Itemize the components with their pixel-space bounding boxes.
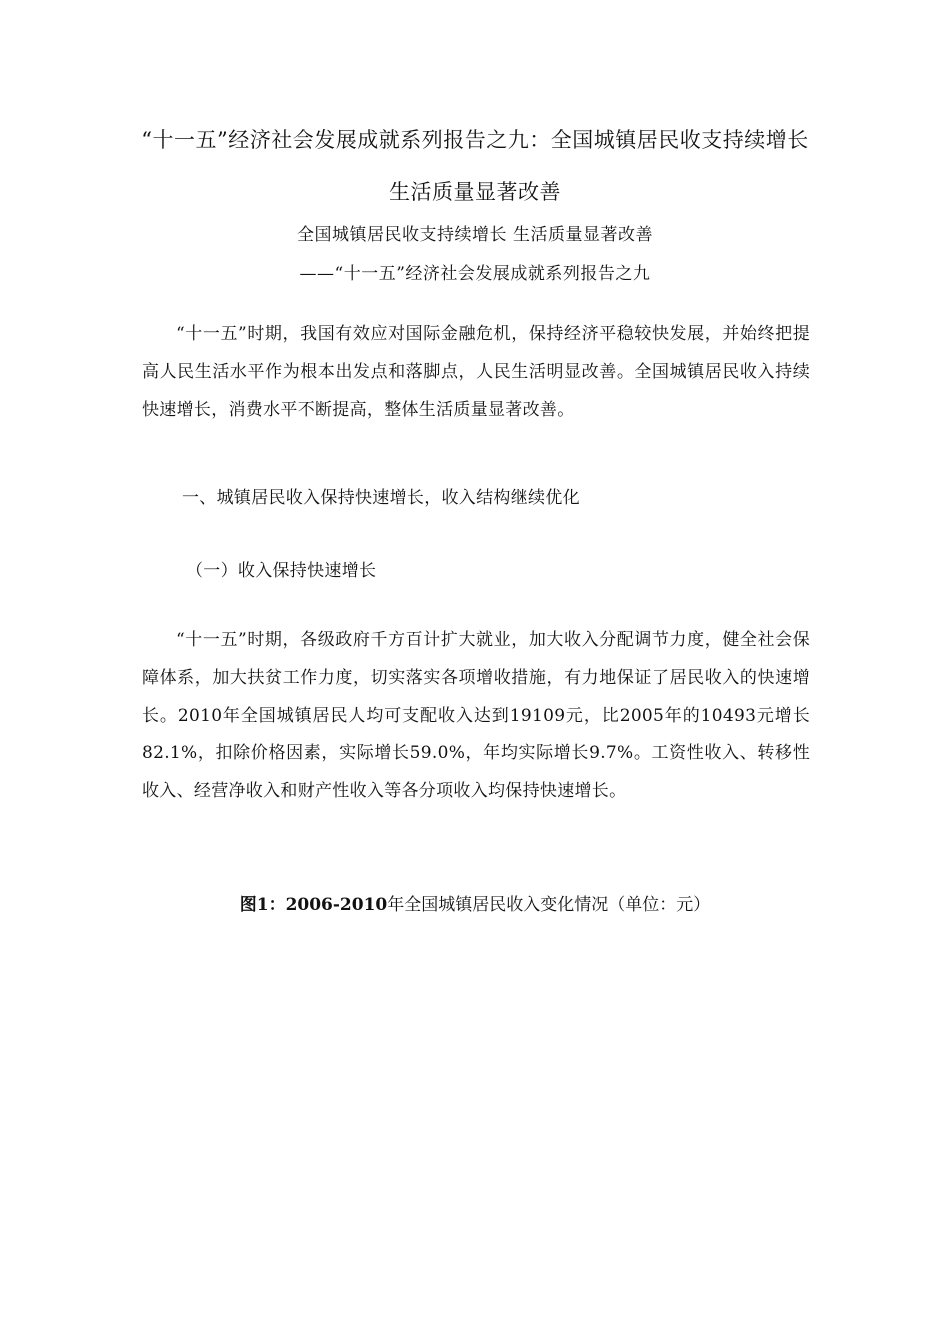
- section-heading-1: 一、城镇居民收入保持快速增长，收入结构继续优化: [182, 488, 580, 508]
- subsection-paragraph-1: “十一五”时期，各级政府千方百计扩大就业，加大收入分配调节力度，健全社会保障体系，加大扶贫工作力度，切实落实各项增收措施，有力地保证了居民收入的快速增长。2010年全国城镇居民人均可支配收入达到19109元，比2005年的10493元增长82.1%，扣除价格因素，实际增长59.0%，年均实际增长9.7%。工资性收入、转移性收入、经营净收入和财产性收入等各分项收入均保持快速增长。: [142, 630, 810, 802]
- intro-paragraph: “十一五”时期，我国有效应对国际金融危机，保持经济平稳较快发展，并始终把提高人民生活水平作为根本出发点和落脚点，人民生活明显改善。全国城镇居民收入持续快速增长，消费水平不断提高，整体生活质量显著改善。: [142, 324, 810, 420]
- figure-caption: [0, 890, 950, 915]
- figure-caption-text: 年全国城镇居民收入变化情况（单位：元）: [387, 895, 711, 915]
- document-title-line-1: “十一五”经济社会发展成就系列报告之九：全国城镇居民收支持续增长: [141, 128, 809, 152]
- document-subtitle-line-1: 全国城镇居民收支持续增长 生活质量显著改善: [297, 225, 653, 245]
- figure-caption-prefix: 图1：2006-2010: [239, 895, 388, 915]
- document-title-line-2: 生活质量显著改善: [389, 180, 561, 204]
- document-subtitle-line-2: ——“十一五”经济社会发展成就系列报告之九: [299, 264, 651, 284]
- figure-placeholder-area: [142, 930, 810, 1290]
- subsection-heading-1: （一）收入保持快速增长: [186, 561, 377, 581]
